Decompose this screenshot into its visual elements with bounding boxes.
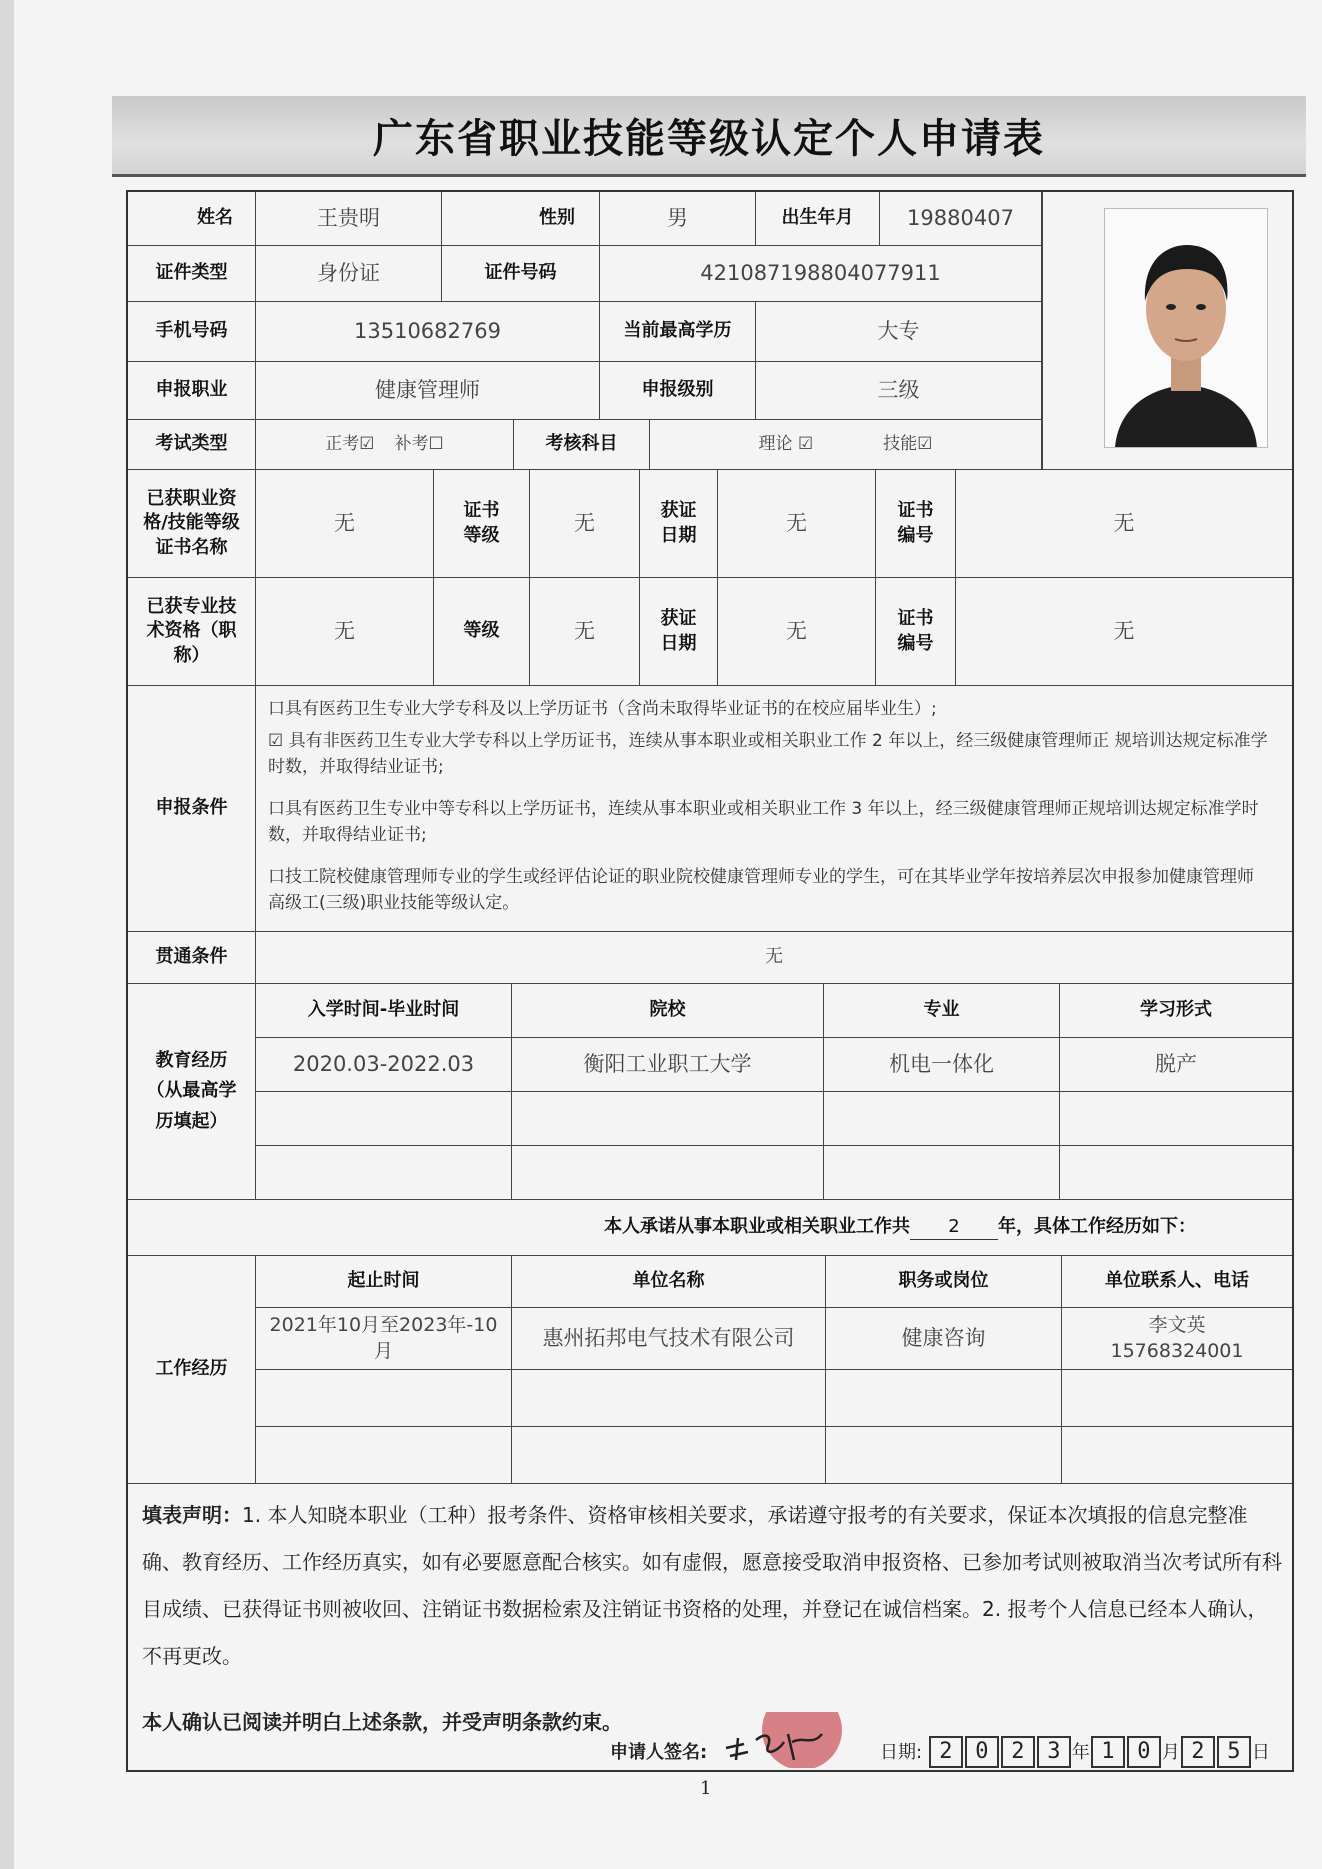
- gender-label: 性别: [442, 192, 600, 246]
- exam-options: [256, 420, 514, 470]
- subject-skill-option[interactable]: 技能☑: [883, 434, 933, 455]
- work-row2-position: [826, 1370, 1062, 1427]
- promise-prefix: 本人承诺从事本职业或相关职业工作共: [604, 1216, 910, 1238]
- job-value: 健康管理师: [256, 362, 600, 420]
- condition-item-2: ☑ 具有非医药卫生专业大学专科以上学历证书，连续从事本职业或相关职业工作 2 年以上，经三级健康管理师正 规培训达规定标准学时数，并取得结业证书;: [268, 731, 1268, 778]
- edu-label: 当前最高学历: [600, 302, 756, 362]
- page-number: 1: [700, 1778, 712, 1799]
- work-row3-company: [512, 1427, 826, 1484]
- edu-row3-school: [512, 1146, 824, 1200]
- declaration-text: 1. 本人知晓本职业（工种）报考条件、资格审核相关要求，承诺遵守报考的有关要求，保证本次填报的信息完整准确、教育经历、工作经历真实，如有必要愿意配合核实。如有虚假，愿意接受取消申报资格、已参加考试则被取消当次考试所有科目成绩、已获得证书则被收回、注销证书数据检索及注销证书资格的处理，并登记在诚信档案。2. 报考个人信息已经本人确认，不再更改。: [142, 1503, 1282, 1668]
- signature-area: [722, 1712, 842, 1768]
- grade1-label: 证书等级: [434, 470, 530, 578]
- work-row2-contact: [1062, 1370, 1292, 1427]
- page-title: 广东省职业技能等级认定个人申请表: [373, 115, 1045, 162]
- grade1-value: 无: [530, 470, 640, 578]
- edu-row3-mode: [1060, 1146, 1292, 1200]
- paper: [14, 0, 1322, 1869]
- subject-theory-option[interactable]: 理论 ☑: [758, 434, 814, 455]
- edu-row1-school: 衡阳工业职工大学: [512, 1038, 824, 1092]
- work-row3-contact: [1062, 1427, 1292, 1484]
- conditions-label: 申报条件: [128, 686, 256, 932]
- name-label: 姓名: [128, 192, 256, 246]
- year-unit: 年: [1071, 1742, 1090, 1763]
- edu-row2-mode: [1060, 1092, 1292, 1146]
- declaration-heading: 填表声明：: [142, 1503, 242, 1527]
- day-digit-2: 5: [1217, 1736, 1251, 1768]
- job-label: 申报职业: [128, 362, 256, 420]
- year-digit-2: 0: [965, 1736, 999, 1768]
- cert2-label: 已获专业技术资格（职称）: [128, 578, 256, 686]
- handwritten-signature: [722, 1712, 842, 1768]
- grade2-label: 等级: [434, 578, 530, 686]
- birth-label: 出生年月: [756, 192, 880, 246]
- cert1-label: 已获职业资格/技能等级证书名称: [128, 470, 256, 578]
- year-digit-3: 2: [1001, 1736, 1035, 1768]
- through-label: 贯通条件: [128, 932, 256, 984]
- birth-value: 19880407: [880, 192, 1042, 246]
- work-row3-time: [256, 1427, 512, 1484]
- idtype-label: 证件类型: [128, 246, 256, 302]
- through-value: 无: [256, 932, 1292, 984]
- date2-label: 获证日期: [640, 578, 718, 686]
- idtype-value: 身份证: [256, 246, 442, 302]
- num2-label: 证书编号: [876, 578, 956, 686]
- title-band: [112, 96, 1306, 177]
- month-digit-2: 0: [1127, 1736, 1161, 1768]
- month-digit-1: 1: [1091, 1736, 1125, 1768]
- edu-header-time: 入学时间-毕业时间: [256, 984, 512, 1038]
- work-label: 工作经历: [128, 1256, 256, 1484]
- work-header-time: 起止时间: [256, 1256, 512, 1308]
- idnum-label: 证件号码: [442, 246, 600, 302]
- signature-label: 申请人签名:: [610, 1742, 708, 1763]
- name-value: 王贵明: [256, 192, 442, 246]
- edu-value: 大专: [756, 302, 1042, 362]
- work-row1-time: 2021年10月至2023年-10月: [256, 1308, 512, 1370]
- exam-makeup-option[interactable]: 补考☐: [394, 434, 444, 455]
- subject-options: [650, 420, 1042, 470]
- gender-value: 男: [600, 192, 756, 246]
- promise-years: 2: [910, 1215, 998, 1240]
- year-digit-4: 3: [1037, 1736, 1071, 1768]
- cert1-value: 无: [256, 470, 434, 578]
- work-header-contact: 单位联系人、电话: [1062, 1256, 1292, 1308]
- year-digit-1: 2: [929, 1736, 963, 1768]
- level-value: 三级: [756, 362, 1042, 420]
- date-group: [880, 1736, 1270, 1768]
- level-label: 申报级别: [600, 362, 756, 420]
- exam-regular-option[interactable]: 正考☑: [325, 434, 375, 455]
- edu-row1-mode: 脱产: [1060, 1038, 1292, 1092]
- edu-row1-major: 机电一体化: [824, 1038, 1060, 1092]
- edu-row3-major: [824, 1146, 1060, 1200]
- work-row1-position: 健康咨询: [826, 1308, 1062, 1370]
- work-promise: [128, 1200, 1292, 1256]
- work-row2-company: [512, 1370, 826, 1427]
- exam-label: 考试类型: [128, 420, 256, 470]
- edu-row2-major: [824, 1092, 1060, 1146]
- edu-row1-time: 2020.03-2022.03: [256, 1038, 512, 1092]
- declaration-block: [142, 1492, 1282, 1680]
- declaration-confirm: 本人确认已阅读并明白上述条款，并受声明条款约束。: [142, 1710, 622, 1734]
- edu-header-school: 院校: [512, 984, 824, 1038]
- num1-label: 证书编号: [876, 470, 956, 578]
- work-row1-contact: 李文英 15768324001: [1062, 1308, 1292, 1370]
- idnum-value: 421087198804077911: [600, 246, 1042, 302]
- applicant-photo: [1104, 208, 1268, 448]
- date2-value: 无: [718, 578, 876, 686]
- month-unit: 月: [1161, 1742, 1180, 1763]
- work-row3-position: [826, 1427, 1062, 1484]
- subject-label: 考核科目: [514, 420, 650, 470]
- cert2-value: 无: [256, 578, 434, 686]
- phone-label: 手机号码: [128, 302, 256, 362]
- date1-value: 无: [718, 470, 876, 578]
- work-header-company: 单位名称: [512, 1256, 826, 1308]
- education-label: 教育经历（从最高学历填起）: [128, 984, 256, 1200]
- day-digit-1: 2: [1181, 1736, 1215, 1768]
- num1-value: 无: [956, 470, 1292, 578]
- work-header-position: 职务或岗位: [826, 1256, 1062, 1308]
- edu-row2-school: [512, 1092, 824, 1146]
- edu-header-mode: 学习形式: [1060, 984, 1292, 1038]
- promise-suffix: 年，具体工作经历如下：: [998, 1216, 1196, 1238]
- grade2-value: 无: [530, 578, 640, 686]
- num2-value: 无: [956, 578, 1292, 686]
- condition-item-1: 口具有医药卫生专业大学专科及以上学历证书（含尚未取得毕业证书的在校应届毕业生）;: [268, 699, 937, 719]
- work-row1-company: 惠州拓邦电气技术有限公司: [512, 1308, 826, 1370]
- phone-value: 13510682769: [256, 302, 600, 362]
- date-label: 日期:: [880, 1742, 923, 1763]
- work-row2-time: [256, 1370, 512, 1427]
- date1-label: 获证日期: [640, 470, 718, 578]
- edu-row3-time: [256, 1146, 512, 1200]
- condition-item-3: 口具有医药卫生专业中等专科以上学历证书，连续从事本职业或相关职业工作 3 年以上，经三级健康管理师正规培训达规定标准学时数，并取得结业证书;: [268, 799, 1259, 846]
- condition-item-4: 口技工院校健康管理师专业的学生或经评估论证的职业院校健康管理师专业的学生，可在其毕业学年按培养层次申报参加健康管理师高级工(三级)职业技能等级认定。: [268, 867, 1254, 914]
- edu-header-major: 专业: [824, 984, 1060, 1038]
- edu-row2-time: [256, 1092, 512, 1146]
- day-unit: 日: [1251, 1742, 1270, 1763]
